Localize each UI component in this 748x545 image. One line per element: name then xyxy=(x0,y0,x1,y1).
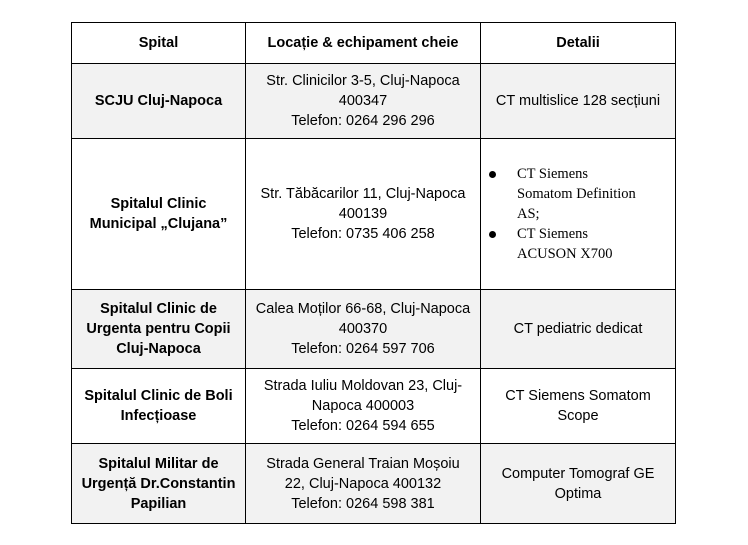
hospital-name-line: Spitalul Militar de xyxy=(98,455,219,472)
hospital-name-line: Urgenta pentru Copii xyxy=(86,321,231,337)
details-line: Optima xyxy=(554,485,602,502)
list-item xyxy=(489,164,671,224)
address-line: Napoca 400003 xyxy=(311,398,415,414)
hospital-name-cell xyxy=(72,369,246,444)
address-line: Calea Moților 66-68, Cluj-Napoca xyxy=(255,301,471,317)
address-line: Str. Tăbăcarilor 11, Cluj-Napoca xyxy=(260,186,466,202)
postal-code-line: 400347 xyxy=(338,93,388,109)
phone-line: Telefon: 0735 406 258 xyxy=(291,226,435,242)
details-line: CT Siemens Somatom xyxy=(505,388,651,404)
hospital-name-line: Spitalul Clinic xyxy=(110,196,207,212)
hospital-name-line: Spitalul Clinic de Boli xyxy=(84,388,233,404)
equipment-line: Somatom Definition xyxy=(517,186,636,202)
header-details: Detalii xyxy=(481,23,676,64)
details-cell xyxy=(481,369,676,444)
hospital-name-line: Infecțioase xyxy=(120,408,197,424)
details-cell xyxy=(481,290,676,369)
table-row xyxy=(72,64,676,139)
hospital-name-line: SCJU Cluj-Napoca xyxy=(94,93,223,109)
address-line: Strada Iuliu Moldovan 23, Cluj- xyxy=(263,378,463,394)
bullet-icon xyxy=(489,171,496,178)
hospital-name-line: Papilian xyxy=(130,495,187,512)
table-row xyxy=(72,369,676,444)
address-line: 22, Cluj-Napoca 400132 xyxy=(284,475,442,492)
hospital-name-line: Municipal „Clujana” xyxy=(89,216,228,232)
details-cell xyxy=(481,64,676,139)
equipment-line: ACUSON X700 xyxy=(517,246,613,262)
hospital-name-line: Spitalul Clinic de xyxy=(100,301,217,317)
hospitals-table xyxy=(71,22,676,524)
list-item xyxy=(489,224,671,264)
equipment-line: CT Siemens xyxy=(517,166,589,182)
hospital-name-cell xyxy=(72,139,246,290)
hospital-name-cell xyxy=(72,444,246,524)
location-cell xyxy=(246,444,481,524)
phone-line: Telefon: 0264 598 381 xyxy=(291,495,435,512)
location-cell xyxy=(246,369,481,444)
hospital-name-line: Urgență Dr.Constantin xyxy=(81,475,236,492)
table-header-row xyxy=(72,23,676,64)
phone-line: Telefon: 0264 594 655 xyxy=(291,418,435,434)
details-line: Computer Tomograf GE xyxy=(501,465,655,482)
details-cell xyxy=(481,444,676,524)
location-cell xyxy=(246,139,481,290)
address-line: Str. Clinicilor 3-5, Cluj-Napoca xyxy=(266,73,460,89)
phone-line: Telefon: 0264 597 706 xyxy=(291,341,435,357)
hospital-name-cell xyxy=(72,64,246,139)
table-row xyxy=(72,444,676,524)
table-row xyxy=(72,290,676,369)
header-hospital: Spital xyxy=(72,23,246,64)
phone-line: Telefon: 0264 296 296 xyxy=(291,113,435,129)
details-cell xyxy=(481,139,676,290)
table-row xyxy=(72,139,676,290)
postal-code-line: 400139 xyxy=(338,206,388,222)
equipment-line: AS; xyxy=(517,206,540,222)
bullet-icon xyxy=(489,231,496,238)
location-cell xyxy=(246,64,481,139)
details-line: CT multislice 128 secțiuni xyxy=(495,93,661,109)
location-cell xyxy=(246,290,481,369)
header-location-equipment: Locație & echipament cheie xyxy=(246,23,481,64)
address-line: Strada General Traian Moșoiu xyxy=(266,455,460,472)
equipment-list xyxy=(489,164,671,264)
details-line: CT pediatric dedicat xyxy=(513,321,643,337)
details-line: Scope xyxy=(557,408,599,424)
hospital-name-line: Cluj-Napoca xyxy=(116,341,201,357)
hospital-name-cell xyxy=(72,290,246,369)
equipment-line: CT Siemens xyxy=(517,226,589,242)
postal-code-line: 400370 xyxy=(338,321,388,337)
